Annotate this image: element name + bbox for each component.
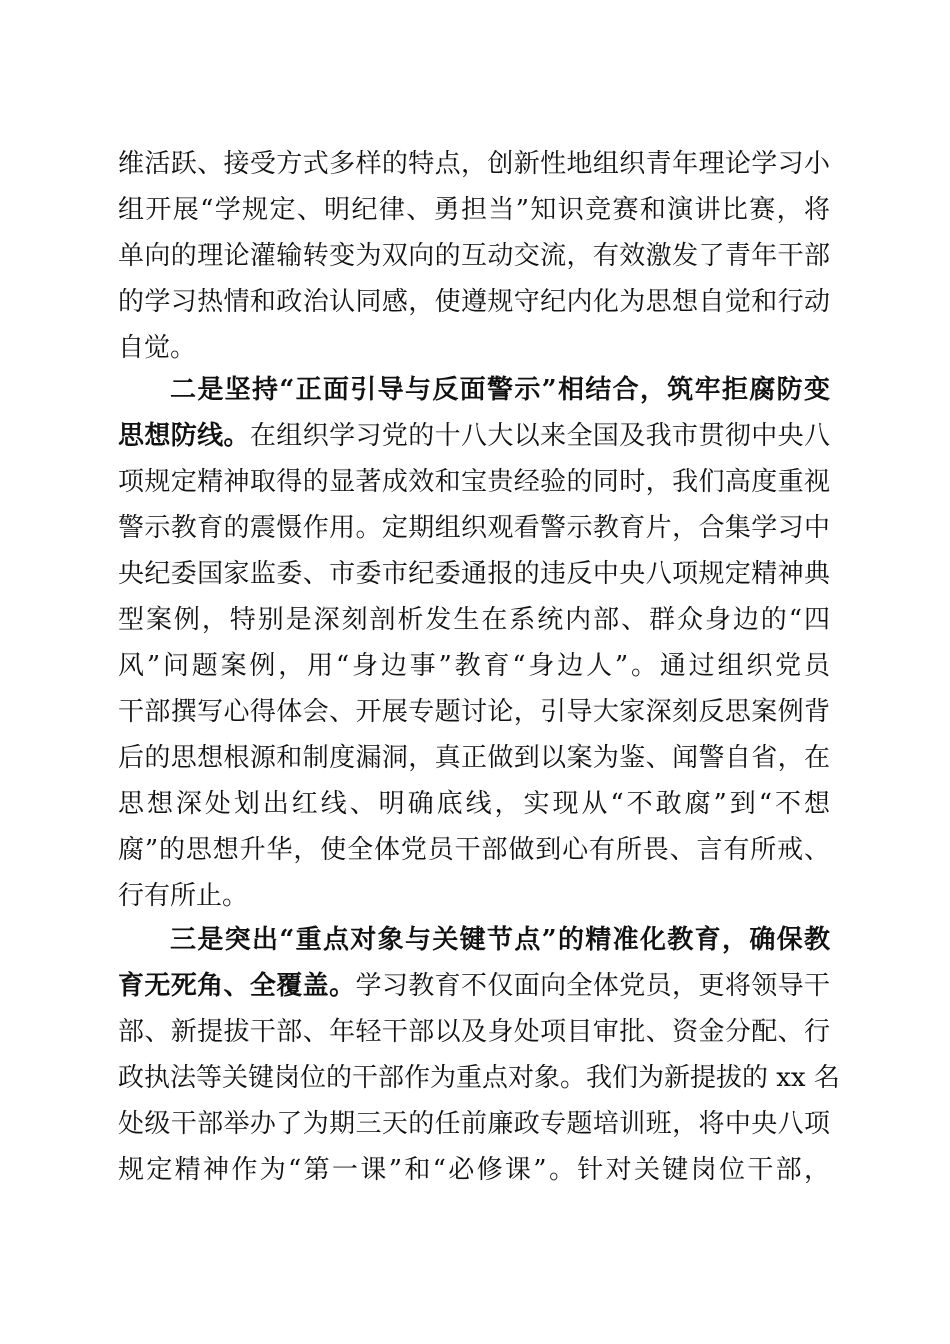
paragraph-line: 自觉。 xyxy=(118,333,197,363)
paragraph-line: 干部撰写心得体会、开展专题讨论，引导大家深刻反思案例背 xyxy=(118,697,830,727)
paragraph-heading: 三是突出“重点对象与关键节点”的精准化教育，确保教 xyxy=(170,925,830,955)
paragraph-line: 处级干部举办了为期三天的任前廉政专题培训班，将中央八项 xyxy=(118,1109,830,1139)
paragraph-line xyxy=(118,963,830,1009)
paragraph-line: 组开展“学规定、明纪律、勇担当”知识竞赛和演讲比赛，将 xyxy=(118,195,830,225)
paragraph-line: 规定精神作为“第一课”和“必修课”。针对关键岗位干部， xyxy=(118,1155,830,1185)
paragraph-line: 腐”的思想升华，使全体党员干部做到心有所畏、言有所戒、 xyxy=(118,835,830,865)
paragraph-line: 单向的理论灌输转变为双向的互动交流，有效激发了青年干部 xyxy=(118,241,830,271)
paragraph-line: 项规定精神取得的显著成效和宝贵经验的同时，我们高度重视 xyxy=(118,467,830,497)
paragraph-line: 后的思想根源和制度漏洞，真正做到以案为鉴、闻警自省，在 xyxy=(118,743,830,773)
paragraph-line: 风”问题案例，用“身边事”教育“身边人”。通过组织党员 xyxy=(118,651,830,681)
paragraph-line: 行有所止。 xyxy=(118,881,249,911)
paragraph-2 xyxy=(118,367,830,919)
paragraph-line: 型案例，特别是深刻剖析发生在系统内部、群众身边的“四 xyxy=(118,605,830,635)
paragraph-line xyxy=(118,413,830,459)
paragraph-heading: 二是坚持“正面引导与反面警示”相结合，筑牢拒腐防变 xyxy=(170,375,830,405)
paragraph-3 xyxy=(118,917,840,1193)
paragraph-line: 警示教育的震慑作用。定期组织观看警示教育片，合集学习中 xyxy=(118,513,830,543)
paragraph-line: 思想深处划出红线、明确底线，实现从“不敢腐”到“不想 xyxy=(118,789,830,819)
paragraph-heading-tail: 思想防线。 xyxy=(118,421,250,451)
paragraph-line-text: 学习教育不仅面向全体党员，更将领导干 xyxy=(355,971,830,1001)
paragraph-line-text: 在组织学习党的十八大以来全国及我市贯彻中央八 xyxy=(249,421,830,451)
paragraph-1 xyxy=(118,141,830,371)
paragraph-line: 央纪委国家监委、市委市纪委通报的违反中央八项规定精神典 xyxy=(118,559,830,589)
paragraph-line: 的学习热情和政治认同感，使遵规守纪内化为思想自觉和行动 xyxy=(118,287,830,317)
paragraph-line: 部、新提拔干部、年轻干部以及身处项目审批、资金分配、行 xyxy=(118,1017,830,1047)
paragraph-heading-tail: 育无死角、全覆盖。 xyxy=(118,971,356,1001)
paragraph-line: 维活跃、接受方式多样的特点，创新性地组织青年理论学习小 xyxy=(118,149,830,179)
paragraph-line: 政执法等关键岗位的干部作为重点对象。我们为新提拔的 xx 名 xyxy=(118,1063,840,1093)
